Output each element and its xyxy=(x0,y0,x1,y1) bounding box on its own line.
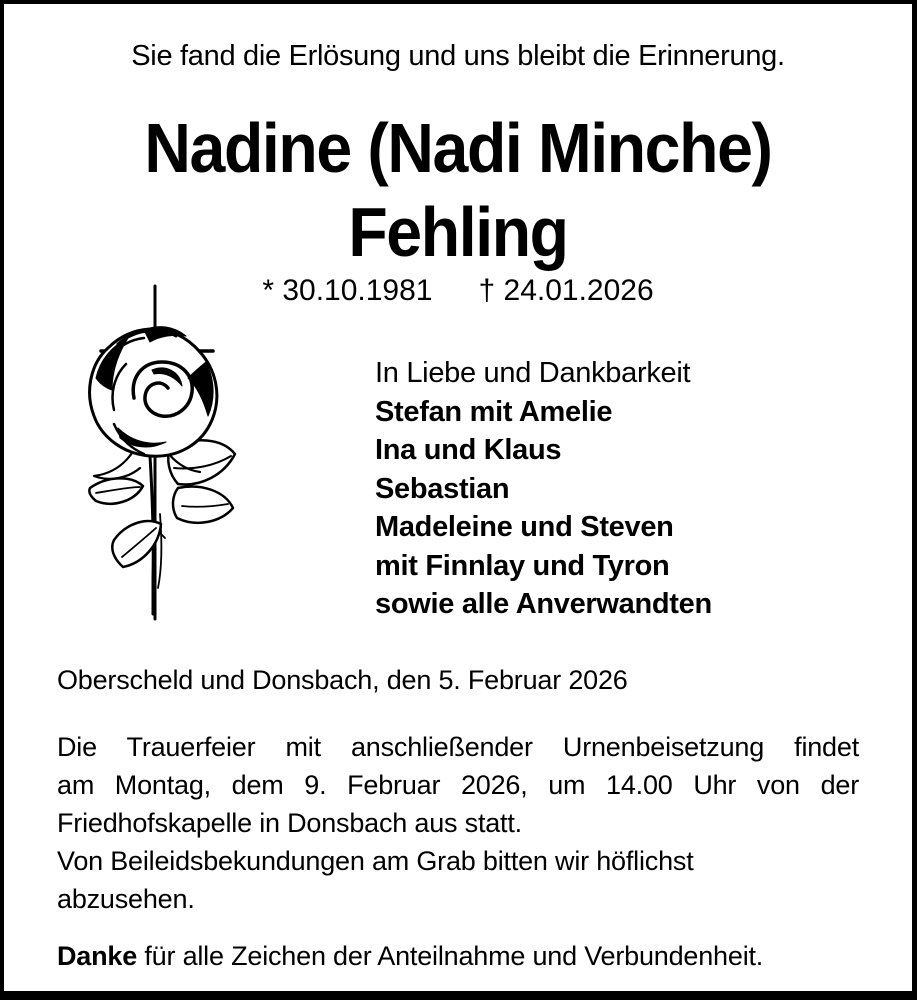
deceased-name xyxy=(40,106,875,274)
funeral-line: am Montag, dem 9. Februar 2026, um 14.00 Uhr von der xyxy=(57,770,859,800)
announcement-block xyxy=(57,661,859,975)
thanks-bold: Danke xyxy=(57,941,138,971)
mourner-line: Ina und Klaus xyxy=(375,434,562,466)
tribute-intro: In Liebe und Dankbarkeit xyxy=(375,357,691,389)
condolence-note xyxy=(57,842,859,918)
place-date-line: Oberscheld und Donsbach, den 5. Februar 2026 xyxy=(57,665,628,695)
thanks-text: für alle Zeichen der Anteilnahme und Verbundenheit. xyxy=(144,941,764,971)
condolence-line: Von Beileidsbekundungen am Grab bitten wir höflichst xyxy=(57,846,694,876)
mourner-line: Stefan mit Amelie xyxy=(375,395,613,428)
death-date: † 24.01.2026 xyxy=(478,274,654,307)
funeral-line: Die Trauerfeier mit anschließender Urnenbeisetzung findet xyxy=(57,732,859,762)
epitaph-text: Sie fand die Erlösung und uns bleibt die Erinnerung. xyxy=(131,40,785,72)
tribute-block xyxy=(375,354,712,624)
birth-date: * 30.10.1981 xyxy=(262,274,433,307)
funeral-paragraph xyxy=(57,728,859,842)
mourner-line: Sebastian xyxy=(375,472,510,505)
mourner-line: sowie alle Anverwandten xyxy=(375,588,712,620)
thanks-line xyxy=(57,937,859,975)
rose-icon xyxy=(89,327,235,614)
name-line-2: Fehling xyxy=(348,193,568,271)
rose-cross-illustration xyxy=(74,278,246,624)
funeral-line: Friedhofskapelle in Donsbach aus statt. xyxy=(57,808,522,838)
mourner-line: mit Finnlay und Tyron xyxy=(375,549,670,582)
name-line-1: Nadine (Nadi Minche) xyxy=(144,109,772,187)
mourner-line: Madeleine und Steven xyxy=(375,511,674,543)
condolence-line: abzusehen. xyxy=(57,884,195,914)
